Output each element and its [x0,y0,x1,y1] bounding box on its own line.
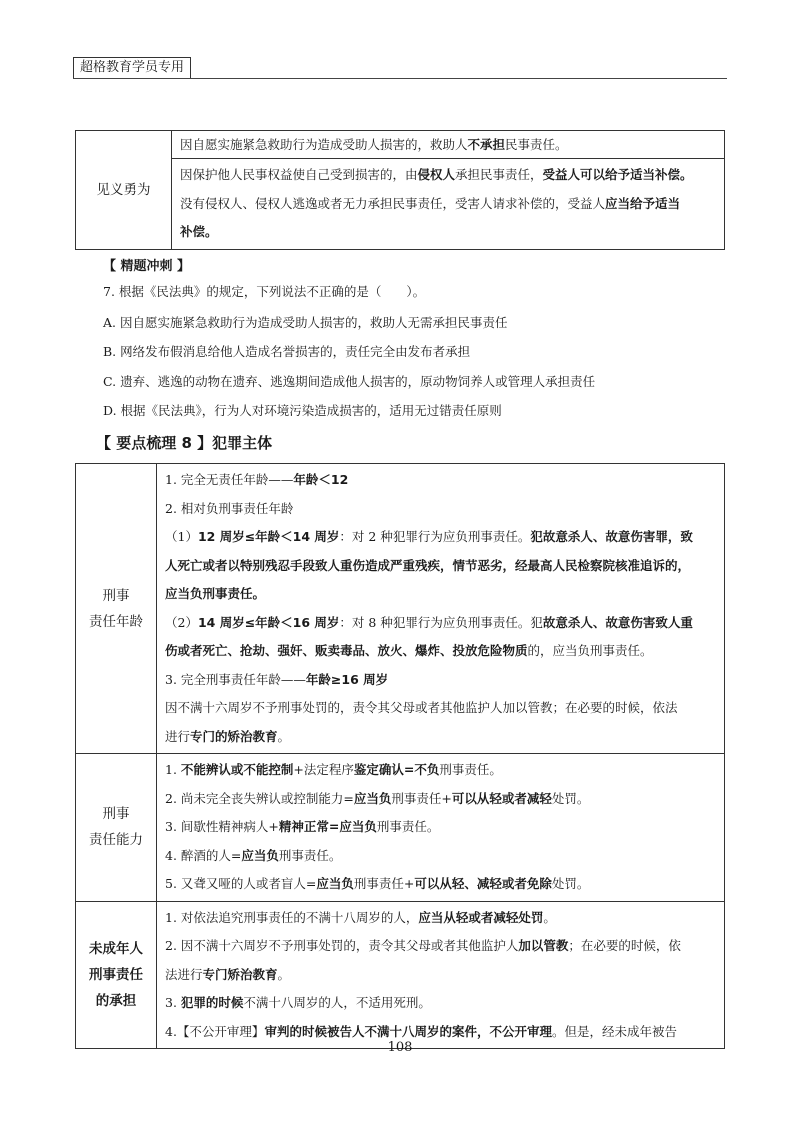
text: 刑事责任。 [376,819,440,834]
header-rule [73,78,727,79]
emphasis: 年龄＜12 [293,472,349,487]
emphasis: 加以管教 [518,938,569,953]
text: 刑事责任+ [353,876,415,891]
text: 2. 因不满十六周岁不予刑事处罚的，责令其父母或者其他监护人 [165,938,519,953]
emphasis: 年龄≥16 周岁 [305,671,389,687]
text: 民事责任。 [505,137,568,152]
option-a: A. 因自愿实施紧急救助行为造成受助人损害的，救助人无需承担民事责任 [103,315,508,330]
emphasis: 不能辨认或不能控制 [180,762,294,777]
cat-line: 刑事 [102,806,130,823]
drill-title: 【 精题冲刺 】 [103,259,191,274]
text: 3. 完全刑事责任年龄—— [165,671,306,687]
emphasis: 伤或者死亡、抢劫、强奸、贩卖毒品、放火、爆炸、投放危险物质 [165,643,528,658]
emphasis: 专门的矫治教育 [190,728,278,744]
cat-line: 未成年人 [89,940,143,957]
emphasis: 应当负 [241,847,279,863]
text: 法进行 [165,966,203,982]
section-heading: 【 要点梳理 8 】犯罪主体 [96,434,273,452]
text: 处罚。 [551,790,590,806]
cat-line: 刑事责任 [89,966,143,983]
text: 进行 [165,728,191,744]
emphasis: 应当给予适当 [605,195,681,211]
text: 因保护他人民事权益使自己受到损害的，由 [180,167,418,182]
question-stem: 7. 根据《民法典》的规定，下列说法不正确的是（ ）。 [103,284,426,299]
text: 1. [165,762,181,777]
text: 4. 醉酒的人= [165,847,242,863]
text: 5. 又聋又哑的人或者盲人= [165,876,317,891]
text: 。 [277,966,291,982]
ability-content [157,754,725,902]
emphasis: 审判的时候被告人不满十八周岁的案件，不公开审理 [264,1023,552,1039]
text: ：对 8 种犯罪行为应负刑事责任。犯 [339,614,543,630]
emphasis: 应当从轻或者减轻处罚 [418,909,544,925]
age-content [157,464,725,754]
heroism-table [75,130,725,250]
emphasis: 12 周岁≤年龄＜14 周岁 [197,529,340,544]
minor-content [157,901,725,1049]
emphasis: 可以从轻、减轻或者免除 [414,876,552,891]
ability-category [76,754,157,902]
emphasis: 犯故意杀人、故意伤害罪，致 [530,529,693,544]
emphasis: 应当负刑事责任。 [165,586,266,601]
text: +法定程序 [293,762,354,777]
option-b: B. 网络发布假消息给他人造成名誉损害的，责任完全由发布者承担 [103,344,471,359]
text: 承担民事责任， [455,167,543,182]
text: 4.【不公开审理】 [165,1023,265,1039]
emphasis: 专门矫治教育 [202,966,278,982]
text: 2. 相对负刑事责任年龄 [165,500,294,516]
emphasis: 鉴定确认=不负 [353,762,440,777]
emphasis: 精神正常=应当负 [278,819,377,834]
text: 。但是，经未成年被告 [551,1023,677,1039]
heroism-row-2 [172,159,725,250]
text: 刑事责任+ [391,790,452,806]
text: （1） [165,529,198,544]
emphasis: 犯罪的时候 [180,995,244,1010]
cat-line: 的承担 [95,992,137,1009]
emphasis: 补偿。 [180,224,218,239]
text: 刑事责任。 [278,847,342,863]
text: 3. 间歇性精神病人+ [165,819,279,834]
cat-line: 刑事 [102,587,130,604]
header-label: 超格教育学员专用 [73,57,191,79]
page-number: 108 [387,1040,413,1055]
heroism-category: 见义勇为 [76,131,172,250]
option-d: D. 根据《民法典》，行为人对环境污染造成损害的，适用无过错责任原则 [103,403,502,418]
emphasis: 故意杀人、故意伤害致人重 [542,614,693,630]
text: 的，应当负刑事责任。 [527,643,653,658]
emphasis: 应当负 [316,876,354,891]
text: 2. 尚未完全丧失辨认或控制能力= [165,790,354,806]
text: 不满十八周岁的人，不适用死刑。 [243,995,431,1010]
text: 。 [277,728,291,744]
emphasis: 侵权人 [417,167,456,182]
text: ；在必要的时候，依 [568,938,681,953]
option-c: C. 遗弃、逃逸的动物在遗弃、逃逸期间造成他人损害的，原动物饲养人或管理人承担责任 [103,374,596,389]
emphasis: 可以从轻或者减轻 [451,790,552,806]
emphasis: 人死亡或者以特别残忍手段致人重伤造成严重残疾，情节恶劣，经最高人民检察院核准追诉的， [165,557,691,573]
minor-category [76,901,157,1049]
text: 1. 完全无责任年龄—— [165,472,294,487]
text: 没有侵权人、侵权人逃逸或者无力承担民事责任，受害人请求补偿的，受益人 [180,195,606,211]
text: 处罚。 [551,876,590,891]
cat-line: 责任年龄 [89,613,143,630]
text: 。 [543,909,556,925]
emphasis: 受益人可以给予适当补偿。 [542,167,693,182]
text: （2） [165,614,198,630]
text: 因自愿实施紧急救助行为造成受助人损害的，救助人 [180,137,468,152]
emphasis: 不承担 [467,137,506,152]
text: 3. [165,995,181,1010]
emphasis: 14 周岁≤年龄＜16 周岁 [197,614,340,630]
age-category [76,464,157,754]
cat-line: 责任能力 [89,832,143,849]
text: ：对 2 种犯罪行为应负刑事责任。 [339,529,531,544]
text: 刑事责任。 [439,762,502,777]
text: 因不满十六周岁不予刑事处罚的，责令其父母或者其他监护人加以管教；在必要的时候，依法 [165,700,678,715]
text: 1. 对依法追究刑事责任的不满十八周岁的人， [165,909,419,925]
heroism-row-1 [172,131,725,159]
emphasis: 应当负 [353,790,392,806]
criminal-subject-table [75,463,725,1049]
